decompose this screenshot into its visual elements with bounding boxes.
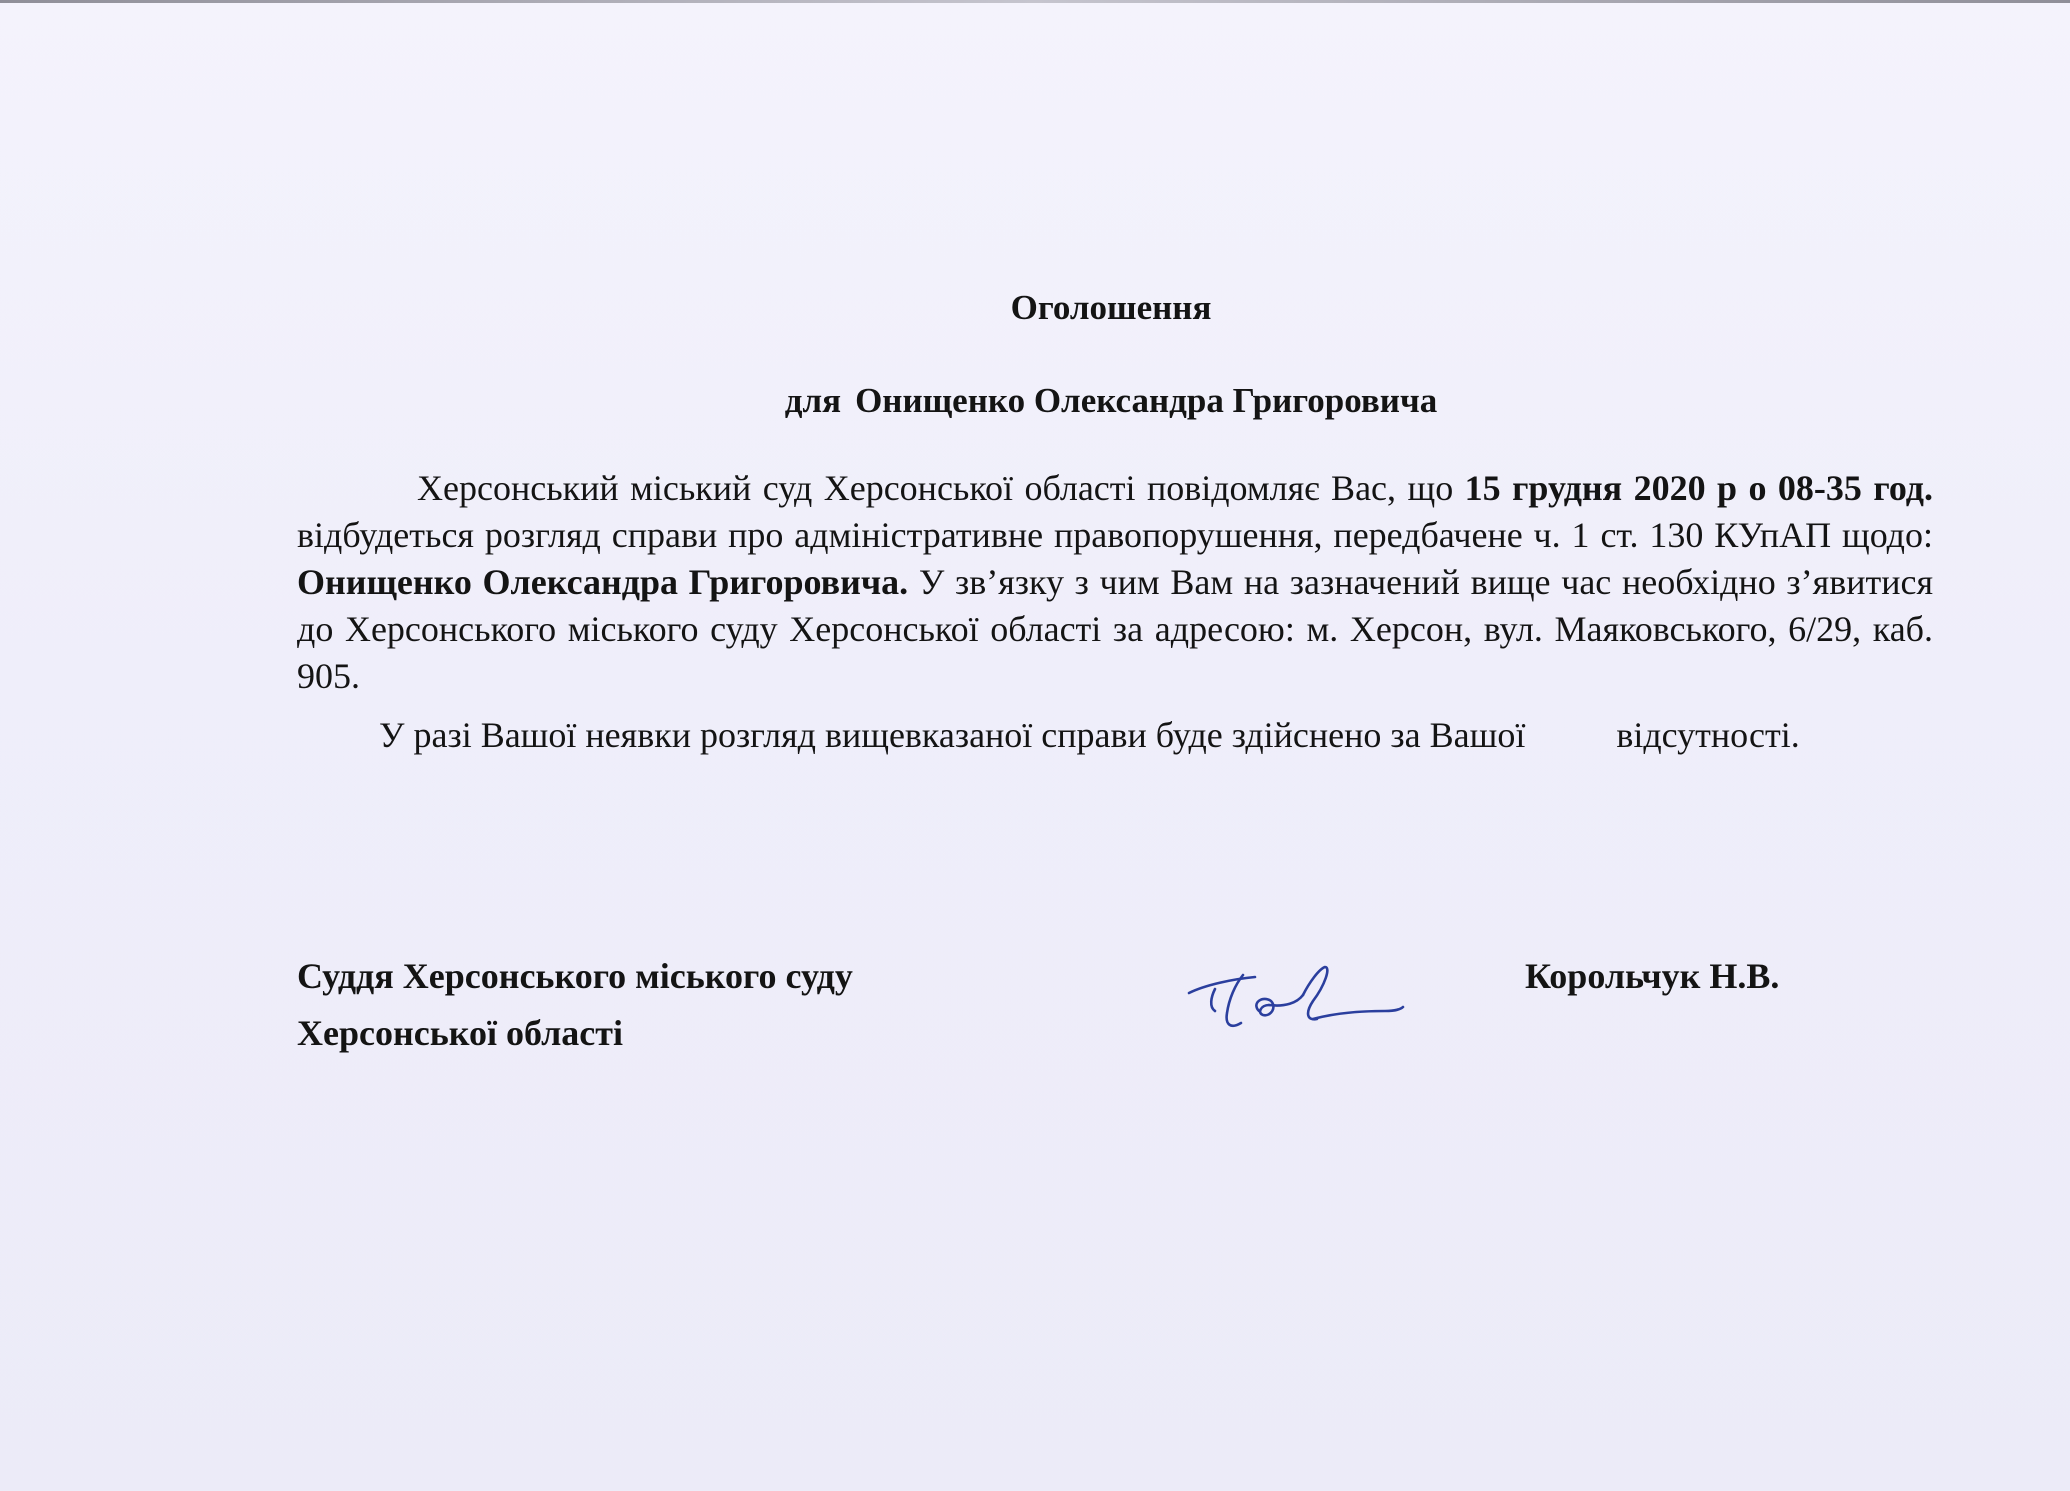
notice-paragraph <box>297 465 1933 700</box>
absence-text-last: відсутності. <box>1616 715 1800 755</box>
defendant-name: Онищенко Олександра Григоровича. <box>297 562 909 602</box>
notice-text-2: відбудеться розгляд справи про адміністративне правопорушення, передбачене ч. 1 ст. 130 КУпАП щодо: <box>297 515 1933 555</box>
absence-text: У разі Вашої неявки розгляд вищевказаної справи буде здійснено за Вашої <box>379 715 1526 755</box>
subtitle-prefix: для <box>784 381 842 420</box>
subtitle-name: Онищенко Олександра Григоровича <box>855 381 1438 420</box>
signature-position <box>297 948 853 1062</box>
absence-paragraph <box>297 700 1933 759</box>
document-body <box>297 465 1933 759</box>
document-title: Оголошення <box>1010 288 1212 327</box>
judge-name: Корольчук Н.В. <box>1525 956 1780 996</box>
page-top-edge <box>0 0 2070 3</box>
notice-text-1: Херсонський міський суд Херсонської області повідомляє Вас, що <box>417 468 1465 508</box>
handwritten-signature <box>1185 955 1415 1055</box>
hearing-datetime: 15 грудня 2020 р о 08-35 год. <box>1464 468 1933 508</box>
document-subtitle <box>0 381 2070 421</box>
position-line-1: Суддя Херсонського міського суду <box>297 956 853 996</box>
notice-text-3: У зв’язку з чим Вам на зазначений вище час необхідно з’явитися до Херсонського міського суду Херсонської області за адресою: м. Херсон, вул. Маяковського, 6/29, каб. 905. <box>297 562 1933 696</box>
position-line-2: Херсонської області <box>297 1013 623 1053</box>
